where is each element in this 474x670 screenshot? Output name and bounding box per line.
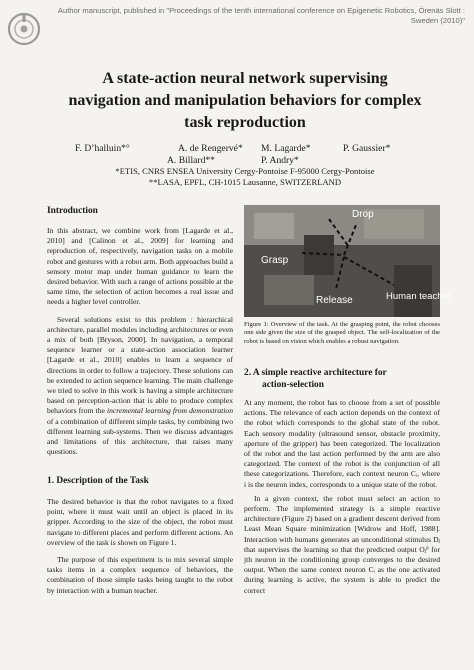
architecture-text xyxy=(244,398,440,596)
figure-label: Human teacher xyxy=(386,291,451,302)
task-text xyxy=(47,497,233,596)
figure-label: Drop xyxy=(352,209,374,220)
author: P. Andry* xyxy=(261,155,299,166)
title-line: task reproduction xyxy=(184,114,306,131)
author: A. de Rengervé* xyxy=(178,143,243,154)
heading-line: 2. A simple reactive architecture for xyxy=(244,368,387,378)
hal-logo xyxy=(7,12,41,46)
paragraph xyxy=(47,315,233,458)
text: Several solutions exist to this problem : hierarchical architecture, parallel modules including architectures or even a mix of both [Bryson, 2000]. In navigation, a temporal sequence learner or a state-action association learner [Lagarde et al., 2010] enables to learn a sequence of directions in order to follow a trajectory. These solutions can be extended to action sequence learning. The main challenge we tried to solve in this work is having a simple architecture based on perception-action that is able to produce complex behaviors from the xyxy=(47,314,233,416)
paper-title xyxy=(60,68,430,134)
section-heading-task: 1. Description of the Task xyxy=(47,476,149,486)
publication-note: Author manuscript, published in "Proceedings of the tenth international conference on Epigenetic Robotics, Örenäs Slott : Sweden (2010)" xyxy=(57,6,465,25)
author-list xyxy=(55,143,435,167)
intro-text xyxy=(47,226,233,457)
figure-caption: Figure 1: Overview of the task. At the grasping point, the robot chooses one side given the size of the grasped object. The self-localization of the robot is based on vision which enables a robust navigation. xyxy=(244,321,440,345)
author: F. D’halluin*° xyxy=(75,143,130,154)
author: A. Billard** xyxy=(167,155,215,166)
emphasis: incremental learning from demonstration xyxy=(106,406,233,416)
title-line: A state-action neural network supervising xyxy=(102,70,388,87)
paragraph: At any moment, the robot has to choose from a set of possible actions. The relevance of each action depends on the context of the robot which corresponds to the global state of the robot. Each sensory modality (ultrasound sensor, obstacle proximity, aperture of the gripper) has been categorized. The localization of the robot and the last action performed by the arm are also categorized. The context of the robot is the conjunction of all these categorizations. Therefore, each context neuron Cᵢ, where i is the neuron index, corresponds to a unique state of the robot. xyxy=(244,398,440,489)
affiliation: **LASA, EPFL, CH-1015 Lausanne, SWITZERLAND xyxy=(148,177,342,187)
figure-label: Release xyxy=(316,295,353,306)
title-line: navigation and manipulation behaviors for complex xyxy=(68,92,422,109)
paragraph: The desired behavior is that the robot navigates to a fixed point, where it must wait until an object is placed in its gripper. According to the size of the object, the robot must navigate to different places and perform different actions. An overview of the task is shown on Figure 1. xyxy=(47,497,233,547)
paragraph: The purpose of this experiment is to mix several simple tasks items in a complex sequence of behaviors, the combination of those simple tasks being taught to the robot by interaction with a human teacher. xyxy=(47,555,233,595)
text: of a combination of different simple tasks, by combining two different learning sub-systems. Then we discuss advantages and limitations of this architecture, that raises many questions. xyxy=(47,416,233,457)
paragraph: In a given context, the robot must select an action to perform. The implemented strategy is a simple reactive architecture (Figure 2) based on a gradient descent derived from Least Mean Square minimization [Widrow and Hoff, 1988]. Interaction with humans generates an unconditional stimulus Dⱼ that supervises the learning so that the predicted output Oⱼᴾ for jth neuron in the conditioning group converges to the desired output. When the same context neuron Cᵢ as the one activated during learning is active, the system is able to predict the correct xyxy=(244,493,440,595)
figure-label: Grasp xyxy=(261,255,289,266)
section-heading-architecture xyxy=(244,367,440,391)
paragraph: In this abstract, we combine work from [Lagarde et al., 2010] and [Calinon et al., 2009] for learning and reproduction of, respectively, navigation tasks on a mobile robot and gestures with a robot arm. Both approaches build a sensory motor map under human guidance to learn the desired behavior. With such a range of actions possible at the same time, the selection of action becomes a real issue and needs a higher level controller. xyxy=(47,226,233,307)
heading-line: action-selection xyxy=(262,380,324,390)
author: P. Gaussier* xyxy=(343,143,391,154)
section-heading-introduction: Introduction xyxy=(47,206,98,216)
task-overview-figure xyxy=(244,205,451,317)
affiliation: *ETIS, CNRS ENSEA University Cergy-Pontoise F-95000 Cergy-Pontoise xyxy=(115,166,375,176)
affiliations xyxy=(55,166,435,188)
author: M. Lagarde* xyxy=(261,143,311,154)
